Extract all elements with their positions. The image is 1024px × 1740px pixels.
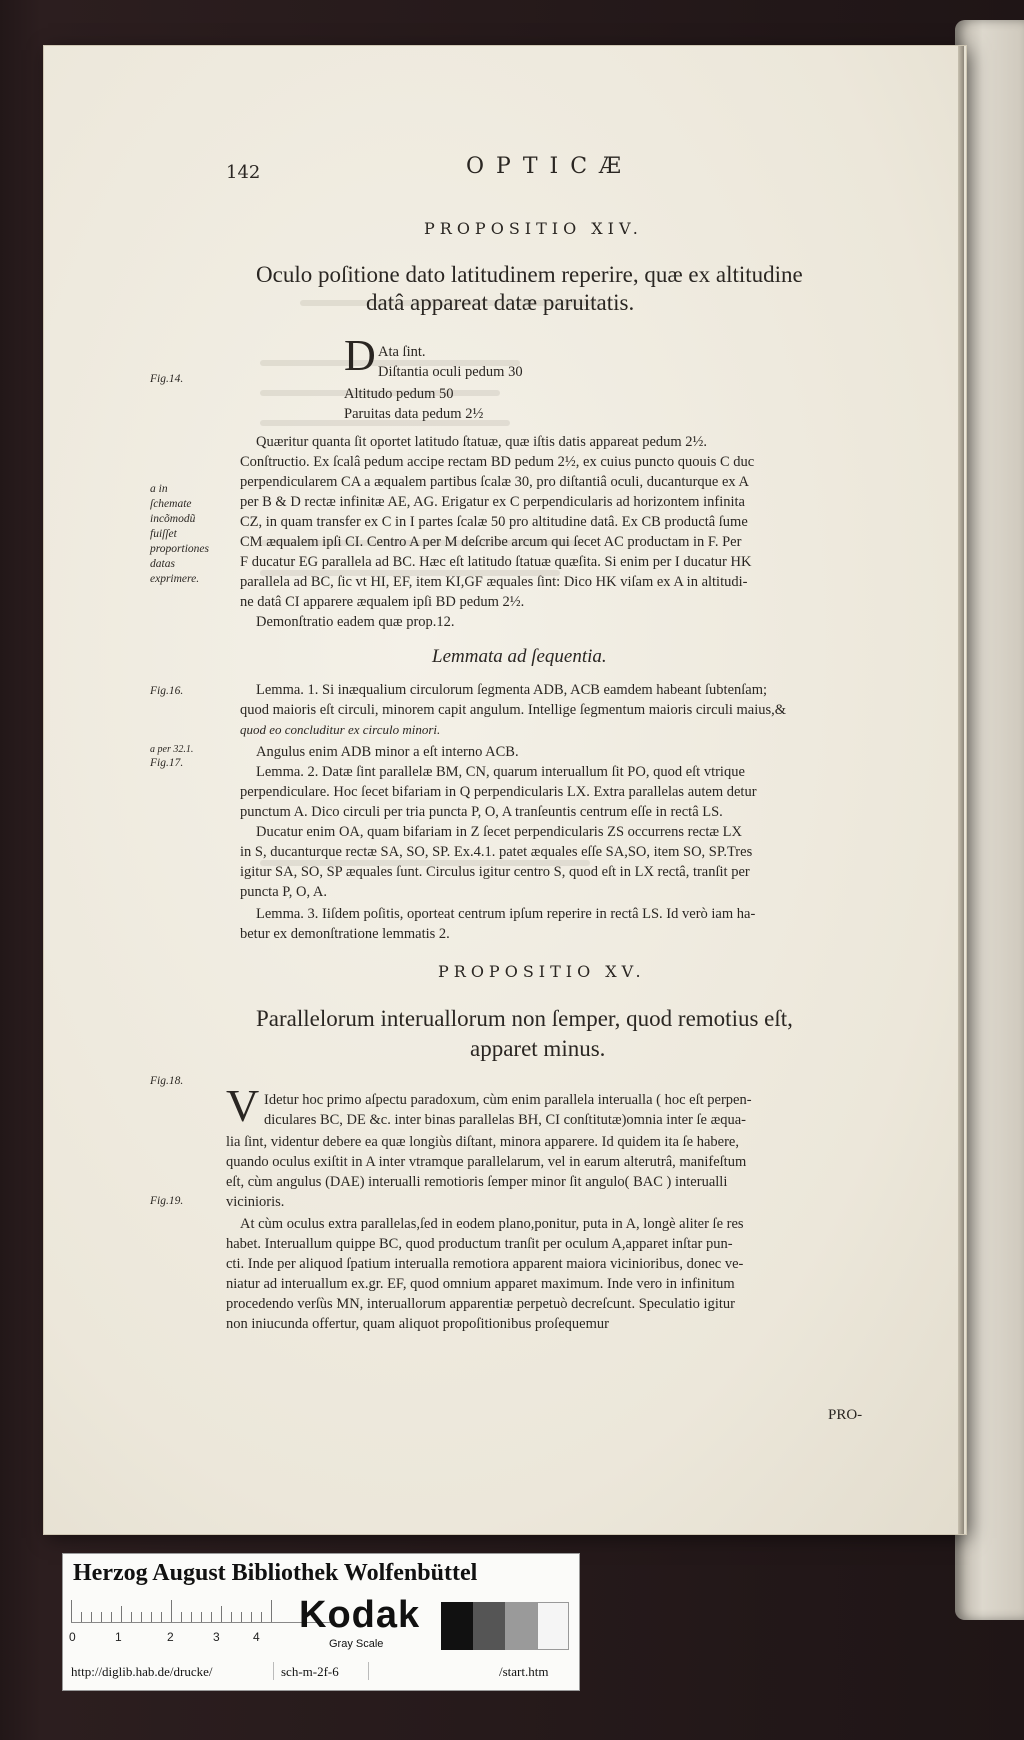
ruler-number: 3 [213,1630,220,1644]
body-line: CM æqualem ipſi CI. Centro A per M deſcribe arcum qui ſecet AC productam in F. Per [240,534,742,550]
body-line: CZ, in quam transfer ex C in I partes ſcalæ 50 pro altitudine datâ. Ex CB productâ ſume [240,514,748,530]
kodak-logo: Kodak [299,1594,421,1636]
catchword: PRO- [828,1407,863,1423]
lemma-line: igitur SA, SO, SP æquales ſunt. Circulus igitur centro S, quod eſt in LX rectâ, tranſit per [240,864,750,880]
lemma-line: betur ex demonſtratione lemmatis 2. [240,926,450,942]
body-line: vicinioris. [226,1194,285,1210]
body-line: perpendicularem CA a æqualem partibus ſcalæ 30, pro diſtantiâ oculi, ducanturque ex A [240,474,749,490]
body-line: F ducatur EG parallela ad BC. Hæc eſt latitudo ſtatuæ quæſita. Si enim per I ducatur HK [240,554,752,570]
body-line: quando oculus exiſtit in A inter vtramque parallelarum, vel in earum alterutrâ, manifeſtum [226,1154,747,1170]
body-line: cti. Inde per aliquod ſpatium interualla remotiora apparent maiora vicinioribus, donec ve- [226,1256,744,1272]
margin-fig18: Fig.18. [150,1075,184,1087]
margin-aper: a per 32.1. [150,744,194,755]
gray-scale-label: Gray Scale [329,1638,384,1650]
lemma-line: perpendiculare. Hoc ſecet bifariam in Q perpendicularis LX. Extra parallelas autem detur [240,784,757,800]
lemma-line: puncta P, O, A. [240,884,327,900]
lemma-line: quod eo concluditur ex circulo minori. [240,722,441,737]
page-gutter [958,46,964,1534]
prop15-title-line1: Parallelorum interuallorum non ſemper, quod remotius eſt, [256,1006,793,1031]
lemma-line: quod maioris eſt circuli, minorem capit angulum. Intellige ſegmentum maioris circuli maius,& [240,702,787,718]
body-line: Idetur hoc primo aſpectu paradoxum, cùm enim parallela interualla ( hoc eſt perpen- [264,1092,752,1108]
gray-patch-black [441,1602,473,1650]
prop15-dropcap: V [226,1080,260,1131]
gray-patch-dark [473,1602,505,1650]
kodak-color-card [62,1553,580,1691]
url-separator [273,1662,274,1680]
prop14-data-line4: Paruitas data pedum 2½ [344,406,484,422]
prop14-data-dropcap: D [344,331,376,380]
body-line: procedendo verſùs MN, interuallorum apparentiæ perpetuò decreſcunt. Speculatio igitur [226,1296,735,1312]
body-line: diculares BC, DE &c. inter binas parallelas BH, CI conſtitutæ)omnia inter ſe æqua- [264,1112,747,1128]
ruler-number: 1 [115,1630,122,1644]
gray-patch-white [537,1602,569,1650]
demonstration-line: Demonſtratio eadem quæ prop.12. [256,614,455,630]
body-line: habet. Interuallum quippe BC, quod productum tranſit per oculum A,apparet inſtar pun- [226,1236,733,1252]
margin-fig17: Fig.17. [150,757,184,769]
body-line: parallela ad BC, ſic vt HI, EF, item KI,GF æquales ſint: Dico HK viſam ex A in altitudi- [240,574,748,590]
prop14-title-line1: Oculo poſitione dato latitudinem reperire, quæ ex altitudine [256,262,803,287]
url-part-base: http://diglib.hab.de/drucke/ [71,1664,213,1679]
prop14-data-line2: Diſtantia oculi pedum 30 [378,364,523,380]
library-name: Herzog August Bibliothek Wolfenbüttel [73,1560,478,1586]
body-line: Quæritur quanta ſit oportet latitudo ſtatuæ, quæ iſtis datis appareat pedum 2½. [256,434,708,450]
body-line: Conſtructio. Ex ſcalâ pedum accipe rectam BD pedum 2½, ex cuius puncto quouis C duc [240,454,755,470]
body-line: non iniucunda offertur, quam aliquot propoſitionibus proſequemur [226,1316,609,1332]
lemma-line: in S, ducanturque rectæ SA, SO, SP. Ex.4.1. patet æquales eſſe SA,SO, item SO, SP.Tres [240,844,753,860]
ruler-number: 2 [167,1630,174,1644]
lemmata-heading: Lemmata ad ſequentia. [432,646,607,667]
ruler [71,1600,333,1623]
lemma-line: Angulus enim ADB minor a eſt interno ACB. [256,744,519,760]
body-line: per B & D rectæ infinitæ AE, AG. Erigatur ex C perpendicularis ad horizontem infinita [240,494,745,510]
prop14-heading: PROPOSITIO XIV. [424,219,643,238]
lemma-line: Lemma. 2. Datæ ſint parallelæ BM, CN, quarum interuallum ſit PO, quod eſt vtrique [256,764,745,780]
prop15-heading: PROPOSITIO XV. [438,962,646,981]
prop14-data-line1: Ata ſint. [378,344,426,360]
lemma-line: punctum A. Dico circuli per tria puncta P, O, A tranſeuntis centrum eſſe in rectâ LS. [240,804,723,820]
body-line: At cùm oculus extra parallelas,ſed in eodem plano,ponitur, puta in A, longè aliter ſe res [240,1216,744,1232]
lemma-line: Lemma. 1. Si inæqualium circulorum ſegmenta ADB, ACB eamdem habeant ſubtenſam; [256,682,768,698]
url-separator [368,1662,369,1680]
body-line: eſt, cùm angulus (DAE) interualli remotioris ſemper minor ſit angulo( BAC ) interualli [226,1174,728,1190]
margin-fig19: Fig.19. [150,1195,184,1207]
ruler-number: 4 [253,1630,260,1644]
body-line: lia ſint, videntur debere ea quæ longiùs diſtant, minora apparere. Id quidem ita ſe habere, [226,1134,739,1150]
lemma-line: Ducatur enim OA, quam bifariam in Z ſecet perpendicularis ZS occurrens rectæ LX [256,824,742,840]
margin-fig16: Fig.16. [150,685,184,697]
prop14-data-line3: Altitudo pedum 50 [344,386,454,402]
body-line: niatur ad interuallum ex.gr. EF, quod omnium apparet maximum. Inde vero in infinitum [226,1276,735,1292]
margin-fig14: Fig.14. [150,373,184,385]
prop15-title-line2: apparet minus. [470,1036,606,1061]
prop14-title-line2: datâ appareat datæ paruitatis. [366,290,635,315]
gray-patch-mid [505,1602,537,1650]
body-line: ne datâ CI apparere æqualem ipſi BD pedum 2½. [240,594,525,610]
page-number: 142 [226,162,261,183]
url-part-id: sch-m-2f-6 [281,1664,339,1679]
ruler-number: 0 [69,1630,76,1644]
lemma-line: Lemma. 3. Iiſdem poſitis, oporteat centrum ipſum reperire in rectâ LS. Id verò iam ha- [256,906,756,922]
margin-note-a: a in ſchemate incõmodũ fuiſſet proportiones datas exprimere. [150,483,209,585]
running-head: OPTICÆ [466,154,634,179]
url-part-start: /start.htm [499,1664,549,1679]
